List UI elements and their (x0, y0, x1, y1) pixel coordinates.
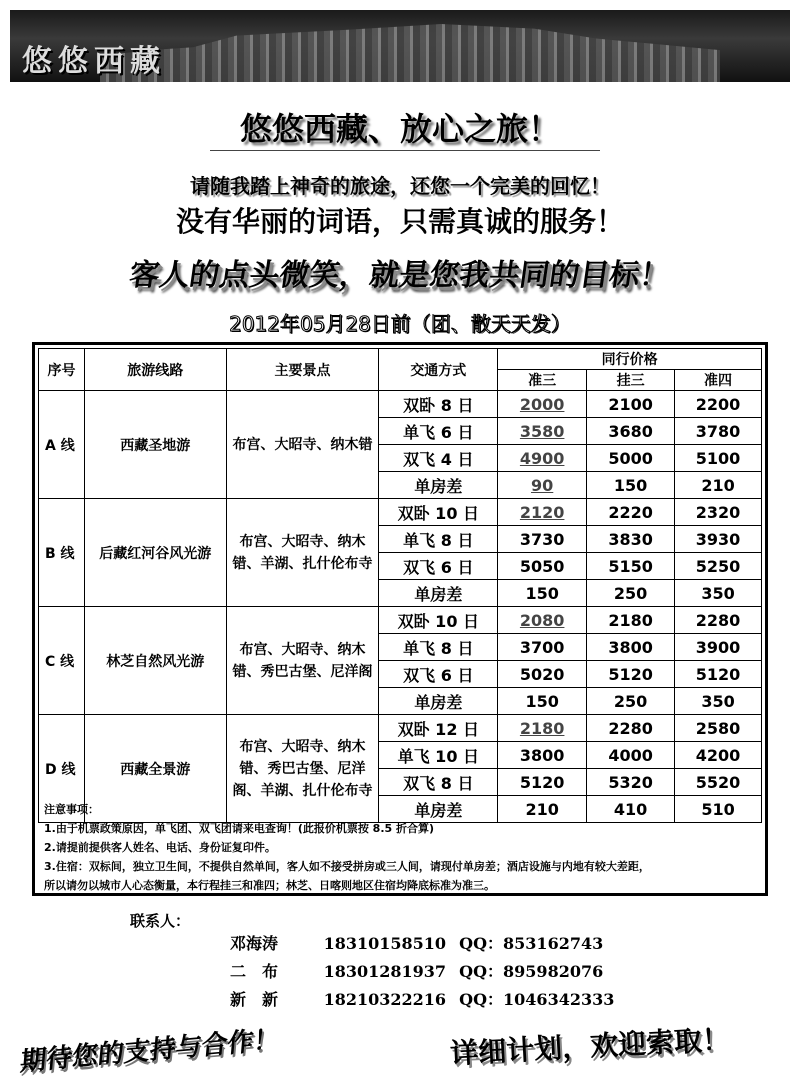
price-tier-2: 3800 (587, 634, 675, 661)
transport-mode: 单飞 8 日 (379, 634, 498, 661)
table-row (39, 391, 762, 418)
price-tier-2: 5000 (587, 445, 675, 472)
note-3: 3.住宿：双标间，独立卫生间，不提供自然单间，客人如不接受拼房或三人间，请现付单房差；酒店设施与内地有较大差距， (44, 860, 650, 873)
price-tier-2: 250 (587, 688, 675, 715)
contact-phone[interactable]: 18310158510 (323, 934, 447, 953)
transport-mode: 双卧 10 日 (379, 607, 498, 634)
line-route: 西藏圣地游 (84, 391, 226, 499)
price-tier-1: 3580 (498, 418, 587, 445)
slogan-1: 请随我踏上神奇的旅途，还您一个完美的回忆！ (190, 174, 610, 198)
header-tier-3: 准四 (675, 370, 762, 391)
price-tier-2: 5320 (587, 769, 675, 796)
transport-mode: 双飞 8 日 (379, 769, 498, 796)
price-tier-3: 4200 (675, 742, 762, 769)
line-id: C 线 (39, 607, 85, 715)
line-id: D 线 (39, 715, 85, 823)
line-sights: 布宫、大昭寺、纳木错 (226, 391, 379, 499)
price-tier-3: 350 (675, 580, 762, 607)
contact-phone[interactable]: 18210322216 (323, 990, 447, 1009)
line-sights: 布宫、大昭寺、纳木错、秀巴古堡、尼洋阁、羊湖、扎什伦布寺 (226, 715, 379, 823)
transport-mode: 双飞 6 日 (379, 661, 498, 688)
price-tier-1: 3730 (498, 526, 587, 553)
transport-mode: 双卧 12 日 (379, 715, 498, 742)
price-tier-3: 210 (675, 472, 762, 499)
footer-slogan-left: 期待您的支持与合作！ (18, 1024, 281, 1078)
transport-mode: 单房差 (379, 472, 498, 499)
transport-mode: 单房差 (379, 796, 498, 823)
price-tier-1: 2080 (498, 607, 587, 634)
note-4: 所以请勿以城市人心态衡量，本行程挂三和准四；林芝、日喀则地区住宿均降底标准为准三。 (44, 879, 495, 892)
transport-mode: 单飞 10 日 (379, 742, 498, 769)
header-tier-1: 准三 (498, 370, 587, 391)
banner-title: 悠悠西藏 (22, 44, 166, 79)
price-tier-1: 150 (498, 688, 587, 715)
price-tier-3: 350 (675, 688, 762, 715)
price-tier-3: 3930 (675, 526, 762, 553)
price-tier-3: 3900 (675, 634, 762, 661)
price-tier-3: 5250 (675, 553, 762, 580)
price-tier-1: 2180 (498, 715, 587, 742)
price-tier-3: 5520 (675, 769, 762, 796)
line-route: 林芝自然风光游 (84, 607, 226, 715)
slogan-2: 没有华丽的词语，只需真诚的服务！ (175, 205, 624, 238)
price-tier-3: 5120 (675, 661, 762, 688)
footer-slogan-right: 详细计划，欢迎索取！ (449, 1022, 731, 1071)
contact-qq: QQ：853162743 (459, 934, 604, 953)
price-tier-3: 3780 (675, 418, 762, 445)
table-row (39, 499, 762, 526)
price-tier-2: 3680 (587, 418, 675, 445)
contact-name: 邓海涛 (230, 934, 279, 953)
contact-list (230, 930, 614, 1014)
page-title: 悠悠西藏、放心之旅！ (239, 110, 560, 148)
contact-row (230, 958, 614, 986)
note-2: 2.请提前提供客人姓名、电话、身份证复印件。 (44, 841, 276, 854)
line-id: A 线 (39, 391, 85, 499)
transport-mode: 双飞 4 日 (379, 445, 498, 472)
table-row (39, 607, 762, 634)
price-tier-2: 250 (587, 580, 675, 607)
price-tier-2: 2180 (587, 607, 675, 634)
price-tier-1: 5120 (498, 769, 587, 796)
price-tier-1: 90 (498, 472, 587, 499)
price-tier-2: 3830 (587, 526, 675, 553)
header-sights: 主要景点 (226, 349, 379, 391)
notes-section (38, 800, 762, 895)
price-tier-1: 150 (498, 580, 587, 607)
departure-dateline: 2012年05月28日前（团、散天天发） (229, 312, 571, 336)
price-tier-1: 3800 (498, 742, 587, 769)
price-tier-1: 5050 (498, 553, 587, 580)
price-tier-1: 5020 (498, 661, 587, 688)
header-price: 同行价格 (498, 349, 762, 370)
header-no: 序号 (39, 349, 85, 391)
price-tier-2: 2220 (587, 499, 675, 526)
price-tier-1: 3700 (498, 634, 587, 661)
price-tier-3: 5100 (675, 445, 762, 472)
header-tier-2: 挂三 (587, 370, 675, 391)
price-tier-2: 2100 (587, 391, 675, 418)
potala-palace-image (100, 24, 720, 82)
contact-phone[interactable]: 18301281937 (323, 962, 447, 981)
title-divider (210, 150, 600, 151)
transport-mode: 双卧 10 日 (379, 499, 498, 526)
line-id: B 线 (39, 499, 85, 607)
price-tier-2: 150 (587, 472, 675, 499)
header-banner (10, 10, 790, 82)
price-tier-2: 4000 (587, 742, 675, 769)
table-header-row (39, 349, 762, 370)
price-tier-1: 4900 (498, 445, 587, 472)
price-tier-3: 510 (675, 796, 762, 823)
table-body (39, 391, 762, 823)
price-tier-3: 2580 (675, 715, 762, 742)
price-tier-2: 2280 (587, 715, 675, 742)
transport-mode: 单房差 (379, 688, 498, 715)
header-transport: 交通方式 (379, 349, 498, 391)
slogan-3: 客人的点头微笑，就是您我共同的目标！ (127, 258, 672, 293)
price-tier-2: 5150 (587, 553, 675, 580)
contact-row (230, 930, 614, 958)
price-tier-2: 5120 (587, 661, 675, 688)
table-row (39, 715, 762, 742)
price-tier-2: 410 (587, 796, 675, 823)
price-table (38, 348, 762, 823)
price-tier-1: 210 (498, 796, 587, 823)
notes-title: 注意事项： (44, 803, 99, 816)
line-route: 后藏红河谷风光游 (84, 499, 226, 607)
contact-label: 联系人： (130, 912, 191, 930)
price-tier-3: 2320 (675, 499, 762, 526)
contact-name: 二 布 (230, 962, 279, 981)
transport-mode: 双卧 8 日 (379, 391, 498, 418)
line-sights: 布宫、大昭寺、纳木错、羊湖、扎什伦布寺 (226, 499, 379, 607)
price-tier-3: 2280 (675, 607, 762, 634)
line-sights: 布宫、大昭寺、纳木错、秀巴古堡、尼洋阁 (226, 607, 379, 715)
transport-mode: 单飞 6 日 (379, 418, 498, 445)
price-tier-1: 2120 (498, 499, 587, 526)
line-route: 西藏全景游 (84, 715, 226, 823)
transport-mode: 双飞 6 日 (379, 553, 498, 580)
note-1: 1.由于机票政策原因，单飞团、双飞团请来电查询！(此报价机票按 8.5 折合算) (44, 822, 435, 835)
transport-mode: 单飞 8 日 (379, 526, 498, 553)
contact-qq: QQ：1046342333 (459, 990, 615, 1009)
price-table-frame (32, 342, 768, 896)
contact-name: 新 新 (230, 990, 279, 1009)
price-tier-1: 2000 (498, 391, 587, 418)
header-route: 旅游线路 (84, 349, 226, 391)
contact-row (230, 986, 614, 1014)
transport-mode: 单房差 (379, 580, 498, 607)
contact-qq: QQ：895982076 (459, 962, 604, 981)
price-tier-3: 2200 (675, 391, 762, 418)
